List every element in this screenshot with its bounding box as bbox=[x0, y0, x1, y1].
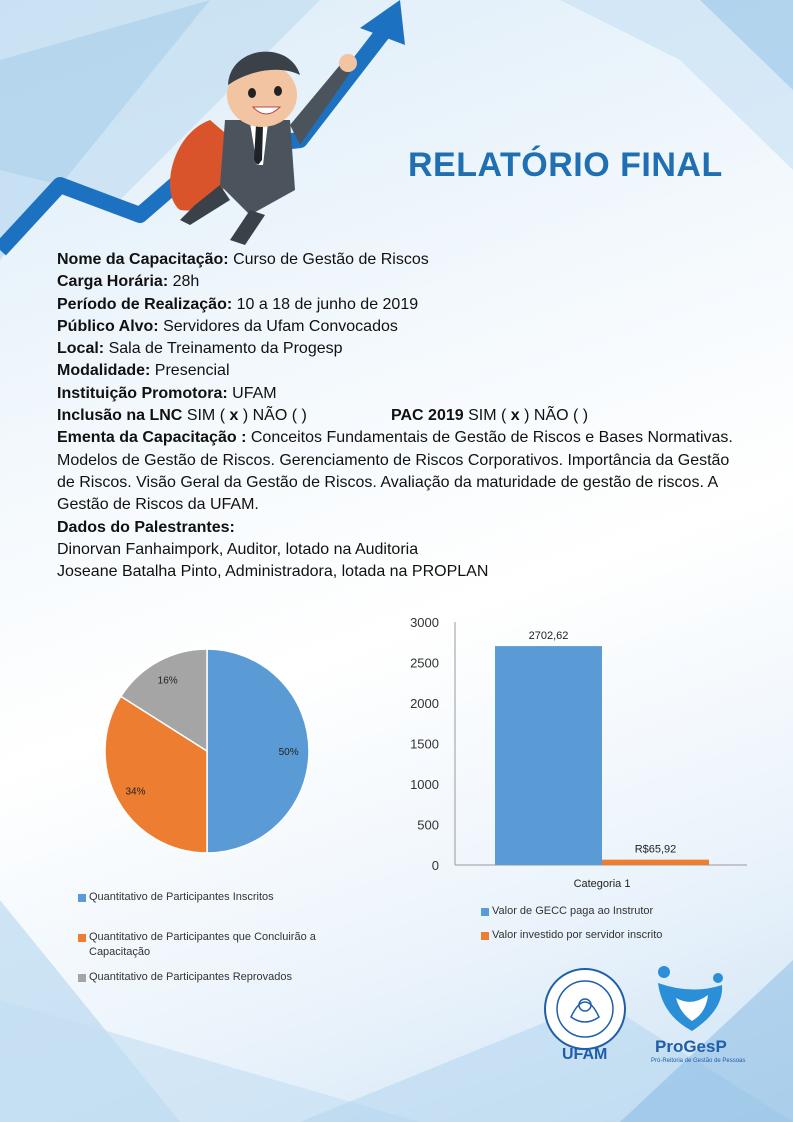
pac-mark: x bbox=[510, 407, 520, 425]
field-value: 10 a 18 de junho de 2019 bbox=[236, 295, 419, 313]
field-local bbox=[57, 338, 737, 360]
field-instituicao bbox=[57, 383, 737, 405]
lnc-sim: SIM ( bbox=[186, 407, 226, 425]
legend-item: Valor investido por servidor inscrito bbox=[492, 929, 663, 941]
field-value: Sala de Treinamento da Progesp bbox=[108, 340, 343, 358]
bar-data-label: R$65,92 bbox=[634, 843, 677, 856]
y-tick-label: 500 bbox=[417, 817, 439, 833]
field-label: Carga Horária: bbox=[57, 273, 169, 291]
field-modalidade bbox=[57, 360, 737, 382]
progesp-logo-text: ProGesP bbox=[655, 1037, 727, 1056]
pac-sim: SIM ( bbox=[468, 407, 507, 425]
legend-item: Quantitativo de Participantes Reprovados bbox=[89, 971, 293, 983]
pie-data-label: 50% bbox=[278, 747, 299, 758]
progesp-logo-mark bbox=[652, 965, 732, 1035]
field-label: Nome da Capacitação: bbox=[57, 251, 229, 268]
legend-item: Valor de GECC paga ao Instrutor bbox=[492, 905, 654, 917]
training-info-block bbox=[57, 249, 737, 583]
field-value: Servidores da Ufam Convocados bbox=[163, 317, 398, 335]
bar bbox=[495, 646, 602, 865]
lnc-nao: ) NÃO ( ) bbox=[242, 407, 307, 425]
y-tick-label: 2000 bbox=[410, 696, 439, 711]
legend-swatch bbox=[78, 974, 86, 982]
pac-group bbox=[391, 405, 588, 427]
ufam-seal-logo bbox=[543, 967, 627, 1051]
bar bbox=[602, 860, 709, 865]
page-title: RELATÓRIO FINAL bbox=[408, 146, 723, 184]
legend-swatch bbox=[481, 908, 489, 916]
field-label: Público Alvo: bbox=[57, 317, 159, 335]
legend-item: Quantitativo de Participantes que Concluirão a Capacitação bbox=[89, 931, 316, 958]
field-label: PAC 2019 bbox=[391, 407, 464, 425]
field-value: UFAM bbox=[232, 384, 277, 402]
y-tick-label: 0 bbox=[431, 858, 439, 873]
field-value: 28h bbox=[172, 273, 200, 291]
lnc-mark: x bbox=[229, 407, 239, 425]
progesp-logo-subtitle: Pró-Reitoria de Gestão de Pessoas bbox=[651, 1058, 746, 1064]
pie-data-label: 34% bbox=[125, 786, 146, 798]
field-publico bbox=[57, 316, 737, 338]
field-value: Presencial bbox=[154, 362, 230, 380]
y-tick-label: 1500 bbox=[410, 736, 439, 752]
field-label: Período de Realização: bbox=[57, 295, 233, 313]
legend-swatch bbox=[481, 932, 489, 940]
field-palestrantes bbox=[57, 517, 737, 539]
superhero-businessman-illustration bbox=[150, 25, 380, 255]
legend-swatch bbox=[78, 934, 86, 942]
field-lnc-pac bbox=[57, 405, 737, 427]
field-periodo bbox=[57, 294, 737, 316]
pie-chart bbox=[50, 640, 380, 870]
pac-nao: ) NÃO ( ) bbox=[524, 407, 589, 425]
y-tick-label: 2500 bbox=[410, 655, 439, 671]
y-tick-label: 3000 bbox=[410, 615, 439, 630]
x-category-label: Categoria 1 bbox=[573, 878, 631, 890]
field-label: Ementa da Capacitação : bbox=[57, 429, 247, 447]
field-nome bbox=[57, 249, 737, 271]
field-ementa bbox=[57, 427, 737, 516]
ufam-logo-text: UFAM bbox=[562, 1046, 608, 1063]
pie-data-label: 16% bbox=[157, 675, 178, 687]
bar-data-label: 2702,62 bbox=[528, 630, 569, 643]
y-tick-label: 1000 bbox=[410, 777, 439, 792]
bar-chart bbox=[395, 605, 775, 905]
field-label: Local: bbox=[57, 340, 105, 358]
field-carga bbox=[57, 271, 737, 293]
legend-item: Quantitativo de Participantes Inscritos bbox=[89, 891, 274, 903]
field-value: Conceitos Fundamentais de Gestão de Riscos e Bases Normativas. Modelos de Gestão de Riscos. Gerenciamento de Riscos Corporativos. Importância da Gestão de Riscos. Visão Geral da Gestão de Riscos. Avaliação da maturidade de gestão de riscos. A Gestão de Riscos da UFAM. bbox=[57, 429, 733, 514]
legend-swatch bbox=[78, 894, 86, 902]
field-label: Dados do Palestrantes: bbox=[57, 518, 235, 536]
speaker-2: Joseane Batalha Pinto, Administradora, lotada na PROPLAN bbox=[57, 563, 489, 581]
field-label: Inclusão na LNC bbox=[57, 407, 183, 425]
field-value: Curso de Gestão de Riscos bbox=[233, 251, 429, 268]
field-label: Instituição Promotora: bbox=[57, 384, 228, 402]
field-label: Modalidade: bbox=[57, 362, 151, 380]
speaker-1: Dinorvan Fanhaimpork, Auditor, lotado na Auditoria bbox=[57, 540, 419, 558]
